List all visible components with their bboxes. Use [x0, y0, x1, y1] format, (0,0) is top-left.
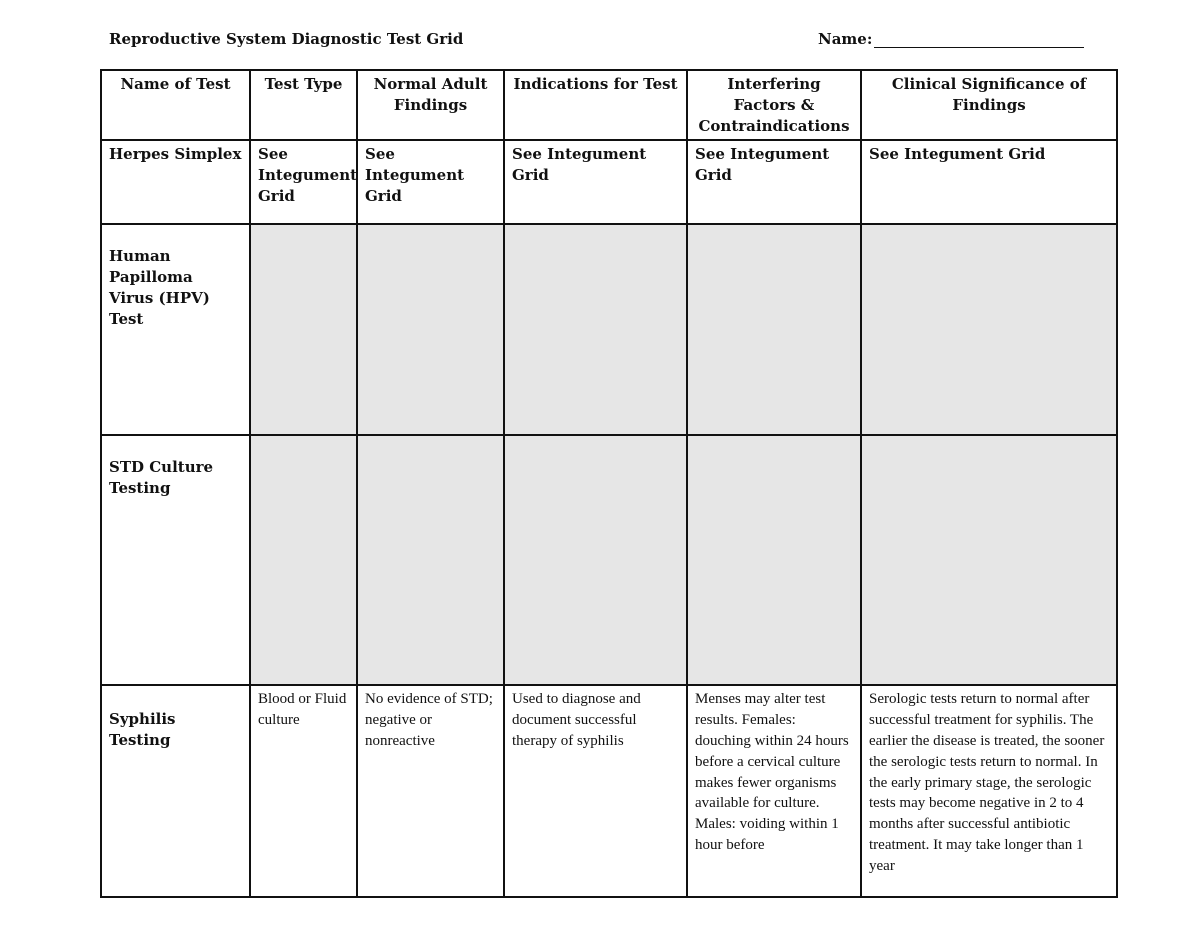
column-header-significance: Clinical Significance of Findings: [861, 70, 1117, 140]
table-row: [101, 435, 1117, 685]
name-blank-line: [874, 33, 1084, 48]
significance-cell: See Integument Grid: [861, 140, 1117, 224]
test-type-cell: See Integument Grid: [250, 140, 357, 224]
column-header-indications: Indications for Test: [504, 70, 687, 140]
empty-cell: [250, 435, 357, 685]
interfering-text-part-1: Menses may alter test results. Females: douching within 24 hours before a cervical culture makes fewer organisms available for culture.: [695, 691, 849, 812]
normal-findings-cell: No evidence of STD; negative or nonreactive: [357, 685, 504, 897]
diagnostic-test-grid: [100, 69, 1118, 898]
significance-cell: Serologic tests return to normal after successful treatment for syphilis. The earlier the disease is treated, the sooner the serologic tests return to normal. In the early primary stage, the serologic tests may become negative in 2 to 4 months after successful antibiotic treatment. It may take longer than 1 year: [861, 685, 1117, 897]
empty-cell: [504, 435, 687, 685]
column-header-type: Test Type: [250, 70, 357, 140]
test-name-cell: STD Culture Testing: [101, 435, 250, 685]
indications-cell: See Integument Grid: [504, 140, 687, 224]
empty-cell: [687, 224, 861, 435]
empty-cell: [687, 435, 861, 685]
table-row: [101, 224, 1117, 435]
name-label: Name:: [818, 30, 873, 48]
name-field: [818, 30, 1084, 48]
header-row: [101, 70, 1117, 140]
test-name-cell: Human Papilloma Virus (HPV) Test: [101, 224, 250, 435]
table-row: [101, 685, 1117, 897]
column-header-normal: Normal Adult Findings: [357, 70, 504, 140]
empty-cell: [861, 224, 1117, 435]
empty-cell: [357, 435, 504, 685]
column-header-interfering: Interfering Factors & Contraindications: [687, 70, 861, 140]
empty-cell: [357, 224, 504, 435]
empty-cell: [861, 435, 1117, 685]
table-row: [101, 140, 1117, 224]
page-title: Reproductive System Diagnostic Test Grid: [109, 30, 464, 48]
test-name-cell: Herpes Simplex: [101, 140, 250, 224]
normal-findings-cell: See Integument Grid: [357, 140, 504, 224]
interfering-cell: See Integument Grid: [687, 140, 861, 224]
interfering-text-part-2: Males: voiding within 1 hour before: [695, 816, 839, 853]
test-type-cell: Blood or Fluid culture: [250, 685, 357, 897]
test-name-cell: Syphilis Testing: [101, 685, 250, 897]
column-header-name: Name of Test: [101, 70, 250, 140]
interfering-cell: [687, 685, 861, 897]
empty-cell: [250, 224, 357, 435]
empty-cell: [504, 224, 687, 435]
indications-cell: Used to diagnose and document successful therapy of syphilis: [504, 685, 687, 897]
